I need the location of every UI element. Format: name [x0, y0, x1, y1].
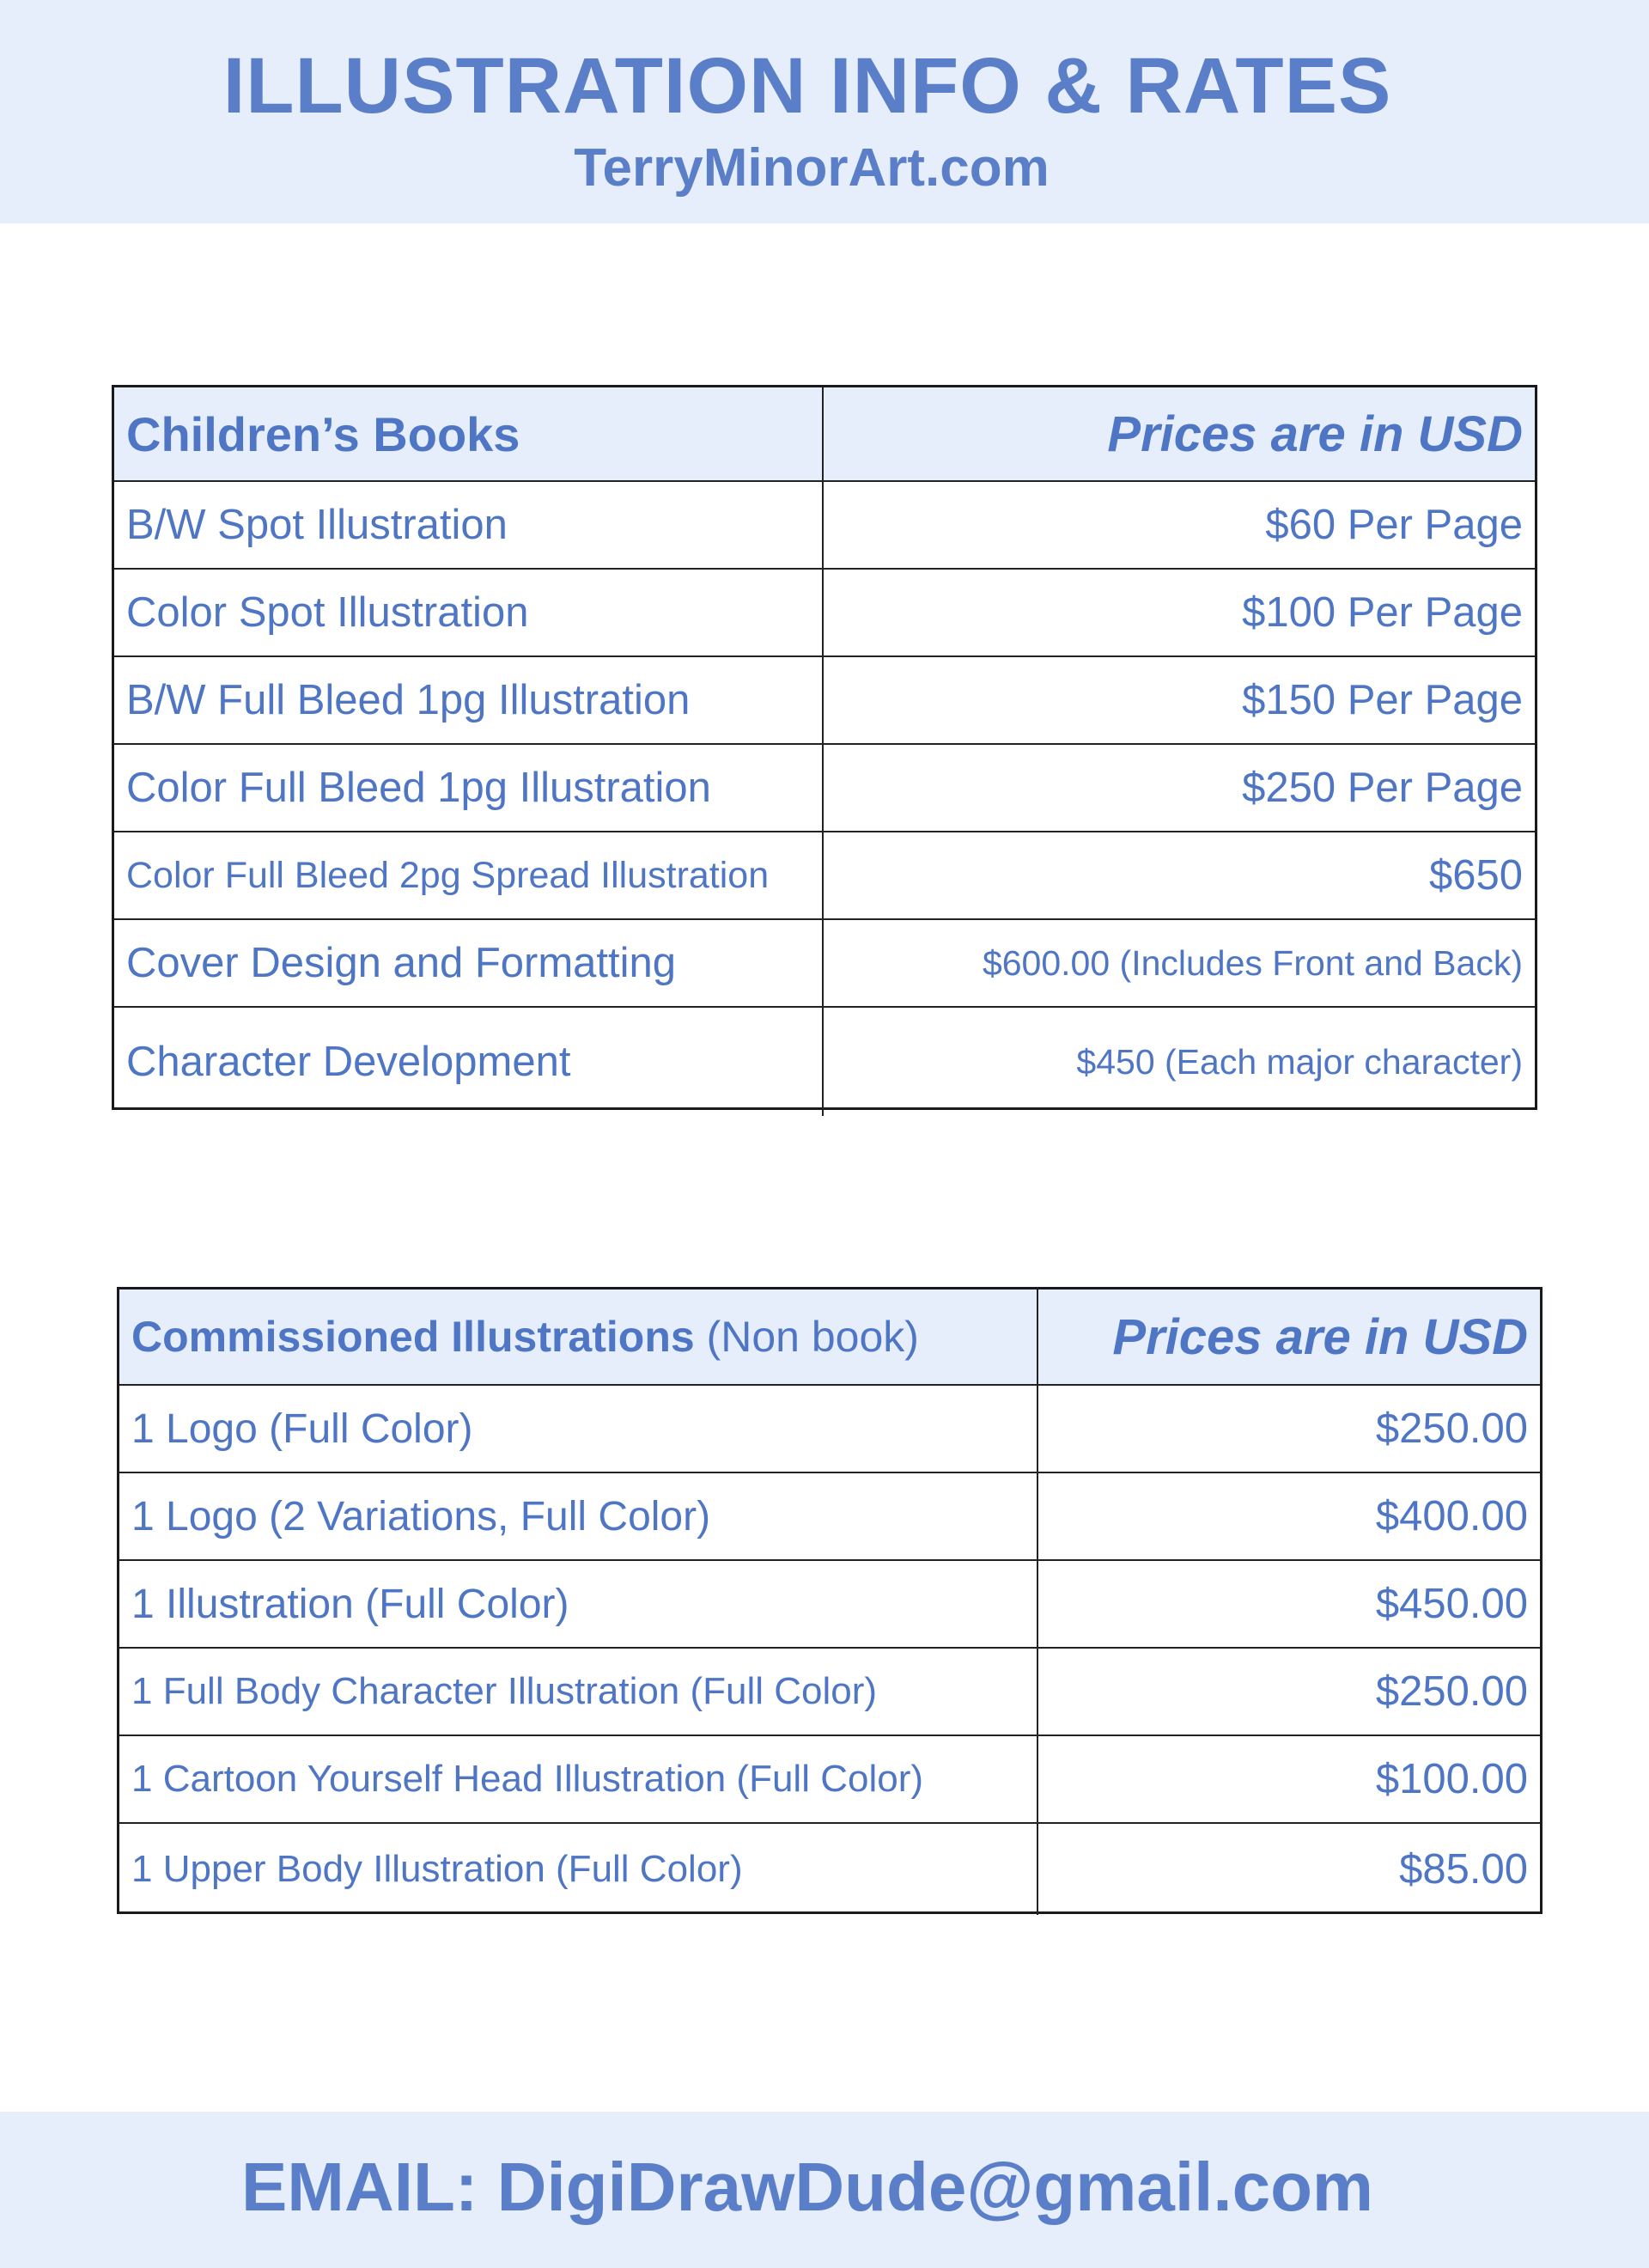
- item-label: 1 Logo (2 Variations, Full Color): [119, 1473, 1038, 1559]
- table-row: [114, 1008, 1535, 1116]
- item-price: $650: [1428, 852, 1523, 899]
- commissioned-rate-table: [117, 1287, 1543, 1914]
- item-price: $60 Per Page: [1265, 502, 1523, 548]
- table-row: [119, 1473, 1540, 1561]
- item-price: $250.00: [1375, 1668, 1528, 1715]
- item-label: 1 Illustration (Full Color): [119, 1561, 1038, 1647]
- table-row: [114, 920, 1535, 1008]
- item-label: 1 Logo (Full Color): [119, 1386, 1038, 1472]
- item-price: $85.00: [1399, 1846, 1528, 1893]
- table-row: [119, 1649, 1540, 1736]
- page-title: ILLUSTRATION INFO & RATES: [222, 42, 1392, 130]
- item-price: $250 Per Page: [1242, 765, 1523, 811]
- item-label: Cover Design and Formatting: [114, 920, 824, 1006]
- email-link[interactable]: EMAIL: DigiDrawDude@gmail.com: [240, 2149, 1374, 2225]
- item-label: Color Full Bleed 2pg Spread Illustration: [114, 832, 824, 918]
- item-price: $150 Per Page: [1242, 677, 1523, 723]
- item-label: B/W Spot Illustration: [114, 482, 824, 568]
- currency-note: Prices are in USD: [1112, 1308, 1528, 1365]
- table-row: [114, 832, 1535, 920]
- table-row: [119, 1824, 1540, 1915]
- table-header-row: [114, 387, 1535, 482]
- table-row: [119, 1561, 1540, 1649]
- table-row: [114, 657, 1535, 745]
- item-label: 1 Full Body Character Illustration (Full Color): [119, 1649, 1038, 1735]
- table-row: [114, 482, 1535, 570]
- item-label: B/W Full Bleed 1pg Illustration: [114, 657, 824, 743]
- item-price: $250.00: [1375, 1405, 1528, 1452]
- item-label: Color Full Bleed 1pg Illustration: [114, 745, 824, 831]
- table-header-row: [119, 1289, 1540, 1386]
- item-label: 1 Cartoon Yourself Head Illustration (Full Color): [119, 1736, 1038, 1822]
- website-link[interactable]: TerryMinorArt.com: [574, 138, 1050, 198]
- table-heading-title: Commissioned Illustrations: [131, 1313, 695, 1361]
- childrens-books-rate-table: [112, 385, 1537, 1110]
- table-heading: Children’s Books: [114, 387, 824, 480]
- item-label: Character Development: [114, 1008, 824, 1116]
- item-label: 1 Upper Body Illustration (Full Color): [119, 1824, 1038, 1915]
- table-heading: [119, 1289, 1038, 1384]
- table-row: [114, 570, 1535, 657]
- table-heading-note: (Non book): [706, 1313, 919, 1361]
- table-row: [114, 745, 1535, 832]
- table-row: [119, 1386, 1540, 1473]
- item-price: $100.00: [1375, 1756, 1528, 1802]
- item-label: Color Spot Illustration: [114, 570, 824, 655]
- currency-note: Prices are in USD: [1107, 405, 1523, 462]
- table-row: [119, 1736, 1540, 1824]
- item-price: $100 Per Page: [1242, 589, 1523, 636]
- item-price: $450.00: [1375, 1581, 1528, 1627]
- item-price: $450 (Each major character): [1076, 1041, 1523, 1082]
- item-price: $600.00 (Includes Front and Back): [982, 942, 1523, 983]
- item-price: $400.00: [1375, 1493, 1528, 1539]
